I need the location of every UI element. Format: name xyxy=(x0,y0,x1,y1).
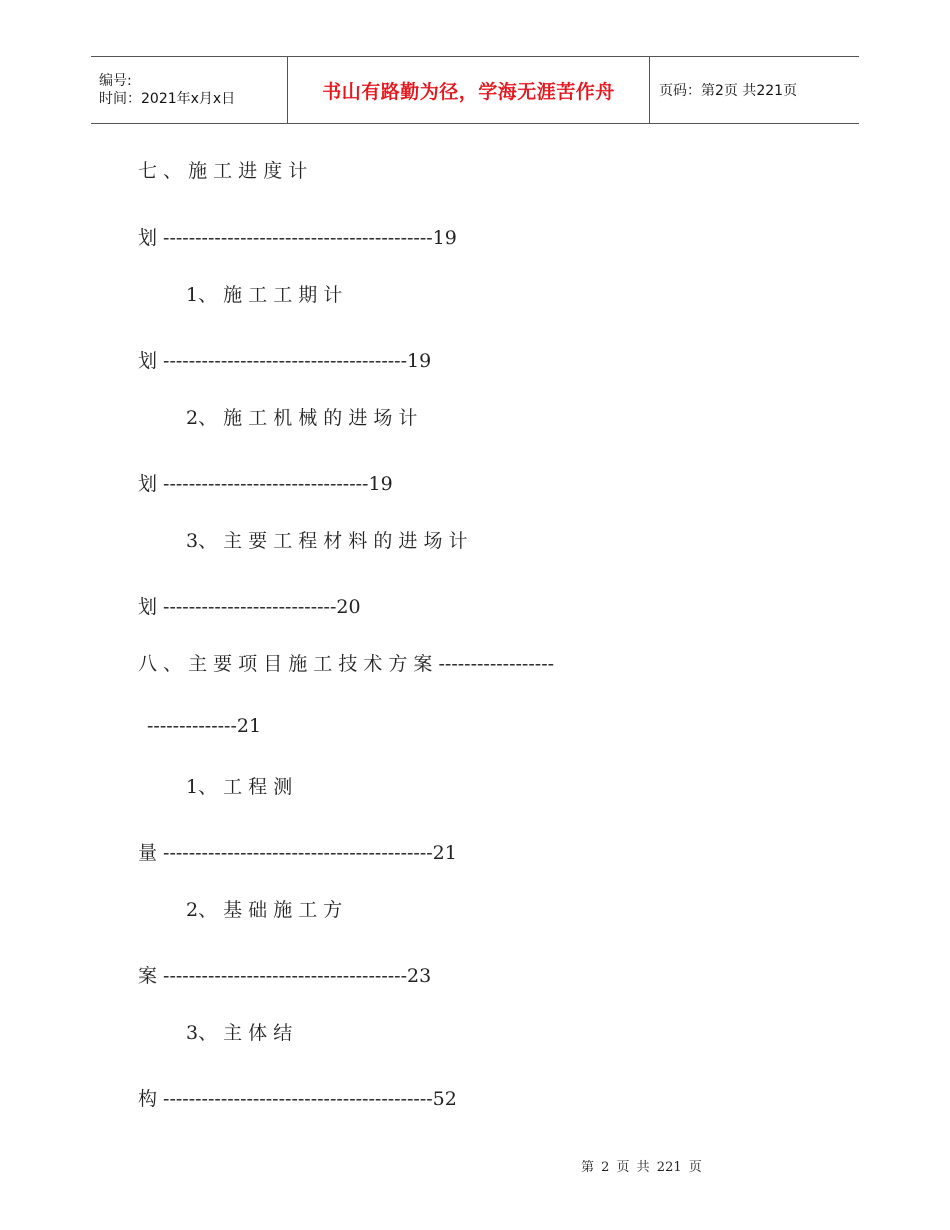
toc-heading-8-cont: --------------21 xyxy=(147,715,262,737)
header-meta xyxy=(91,57,287,123)
toc-entry-7-1-cont: 划 --------------------------------------19 xyxy=(138,350,432,372)
toc-item-7-2: 2、 施 工 机 械 的 进 场 计 xyxy=(186,407,418,429)
toc-entry-7-3-cont: 划 ---------------------------20 xyxy=(138,596,361,618)
toc-entry-7-cont: 划 ------------------------------------------19 xyxy=(138,227,457,249)
toc-item-8-3: 3、 主 体 结 xyxy=(186,1022,293,1044)
document-time-label: 时间：2021年x月x日 xyxy=(99,91,236,107)
toc-entry-8-3-cont: 构 ------------------------------------------52 xyxy=(138,1088,457,1110)
toc-heading-7: 七 、 施 工 进 度 计 xyxy=(138,160,308,182)
header-page-label: 页码：第2页 共221页 xyxy=(659,83,798,99)
toc-item-7-1: 1、 施 工 工 期 计 xyxy=(186,284,343,306)
document-number-label: 编号: xyxy=(99,73,132,89)
toc-entry-7-2-cont: 划 --------------------------------19 xyxy=(138,473,393,495)
toc-item-7-3: 3、 主 要 工 程 材 料 的 进 场 计 xyxy=(186,530,468,552)
header-motto: 书山有路勤为径，学海无涯苦作舟 xyxy=(287,57,650,123)
document-header xyxy=(91,56,859,124)
toc-heading-8: 八 、 主 要 项 目 施 工 技 术 方 案 ------------------ xyxy=(138,653,555,675)
page-footer: 第 2 页 共 221 页 xyxy=(581,1160,702,1175)
toc-entry-8-2-cont: 案 --------------------------------------23 xyxy=(138,965,432,987)
toc-entry-8-1-cont: 量 ------------------------------------------21 xyxy=(138,842,457,864)
toc-item-8-2: 2、 基 础 施 工 方 xyxy=(186,899,343,921)
toc-item-8-1: 1、 工 程 测 xyxy=(186,776,293,798)
